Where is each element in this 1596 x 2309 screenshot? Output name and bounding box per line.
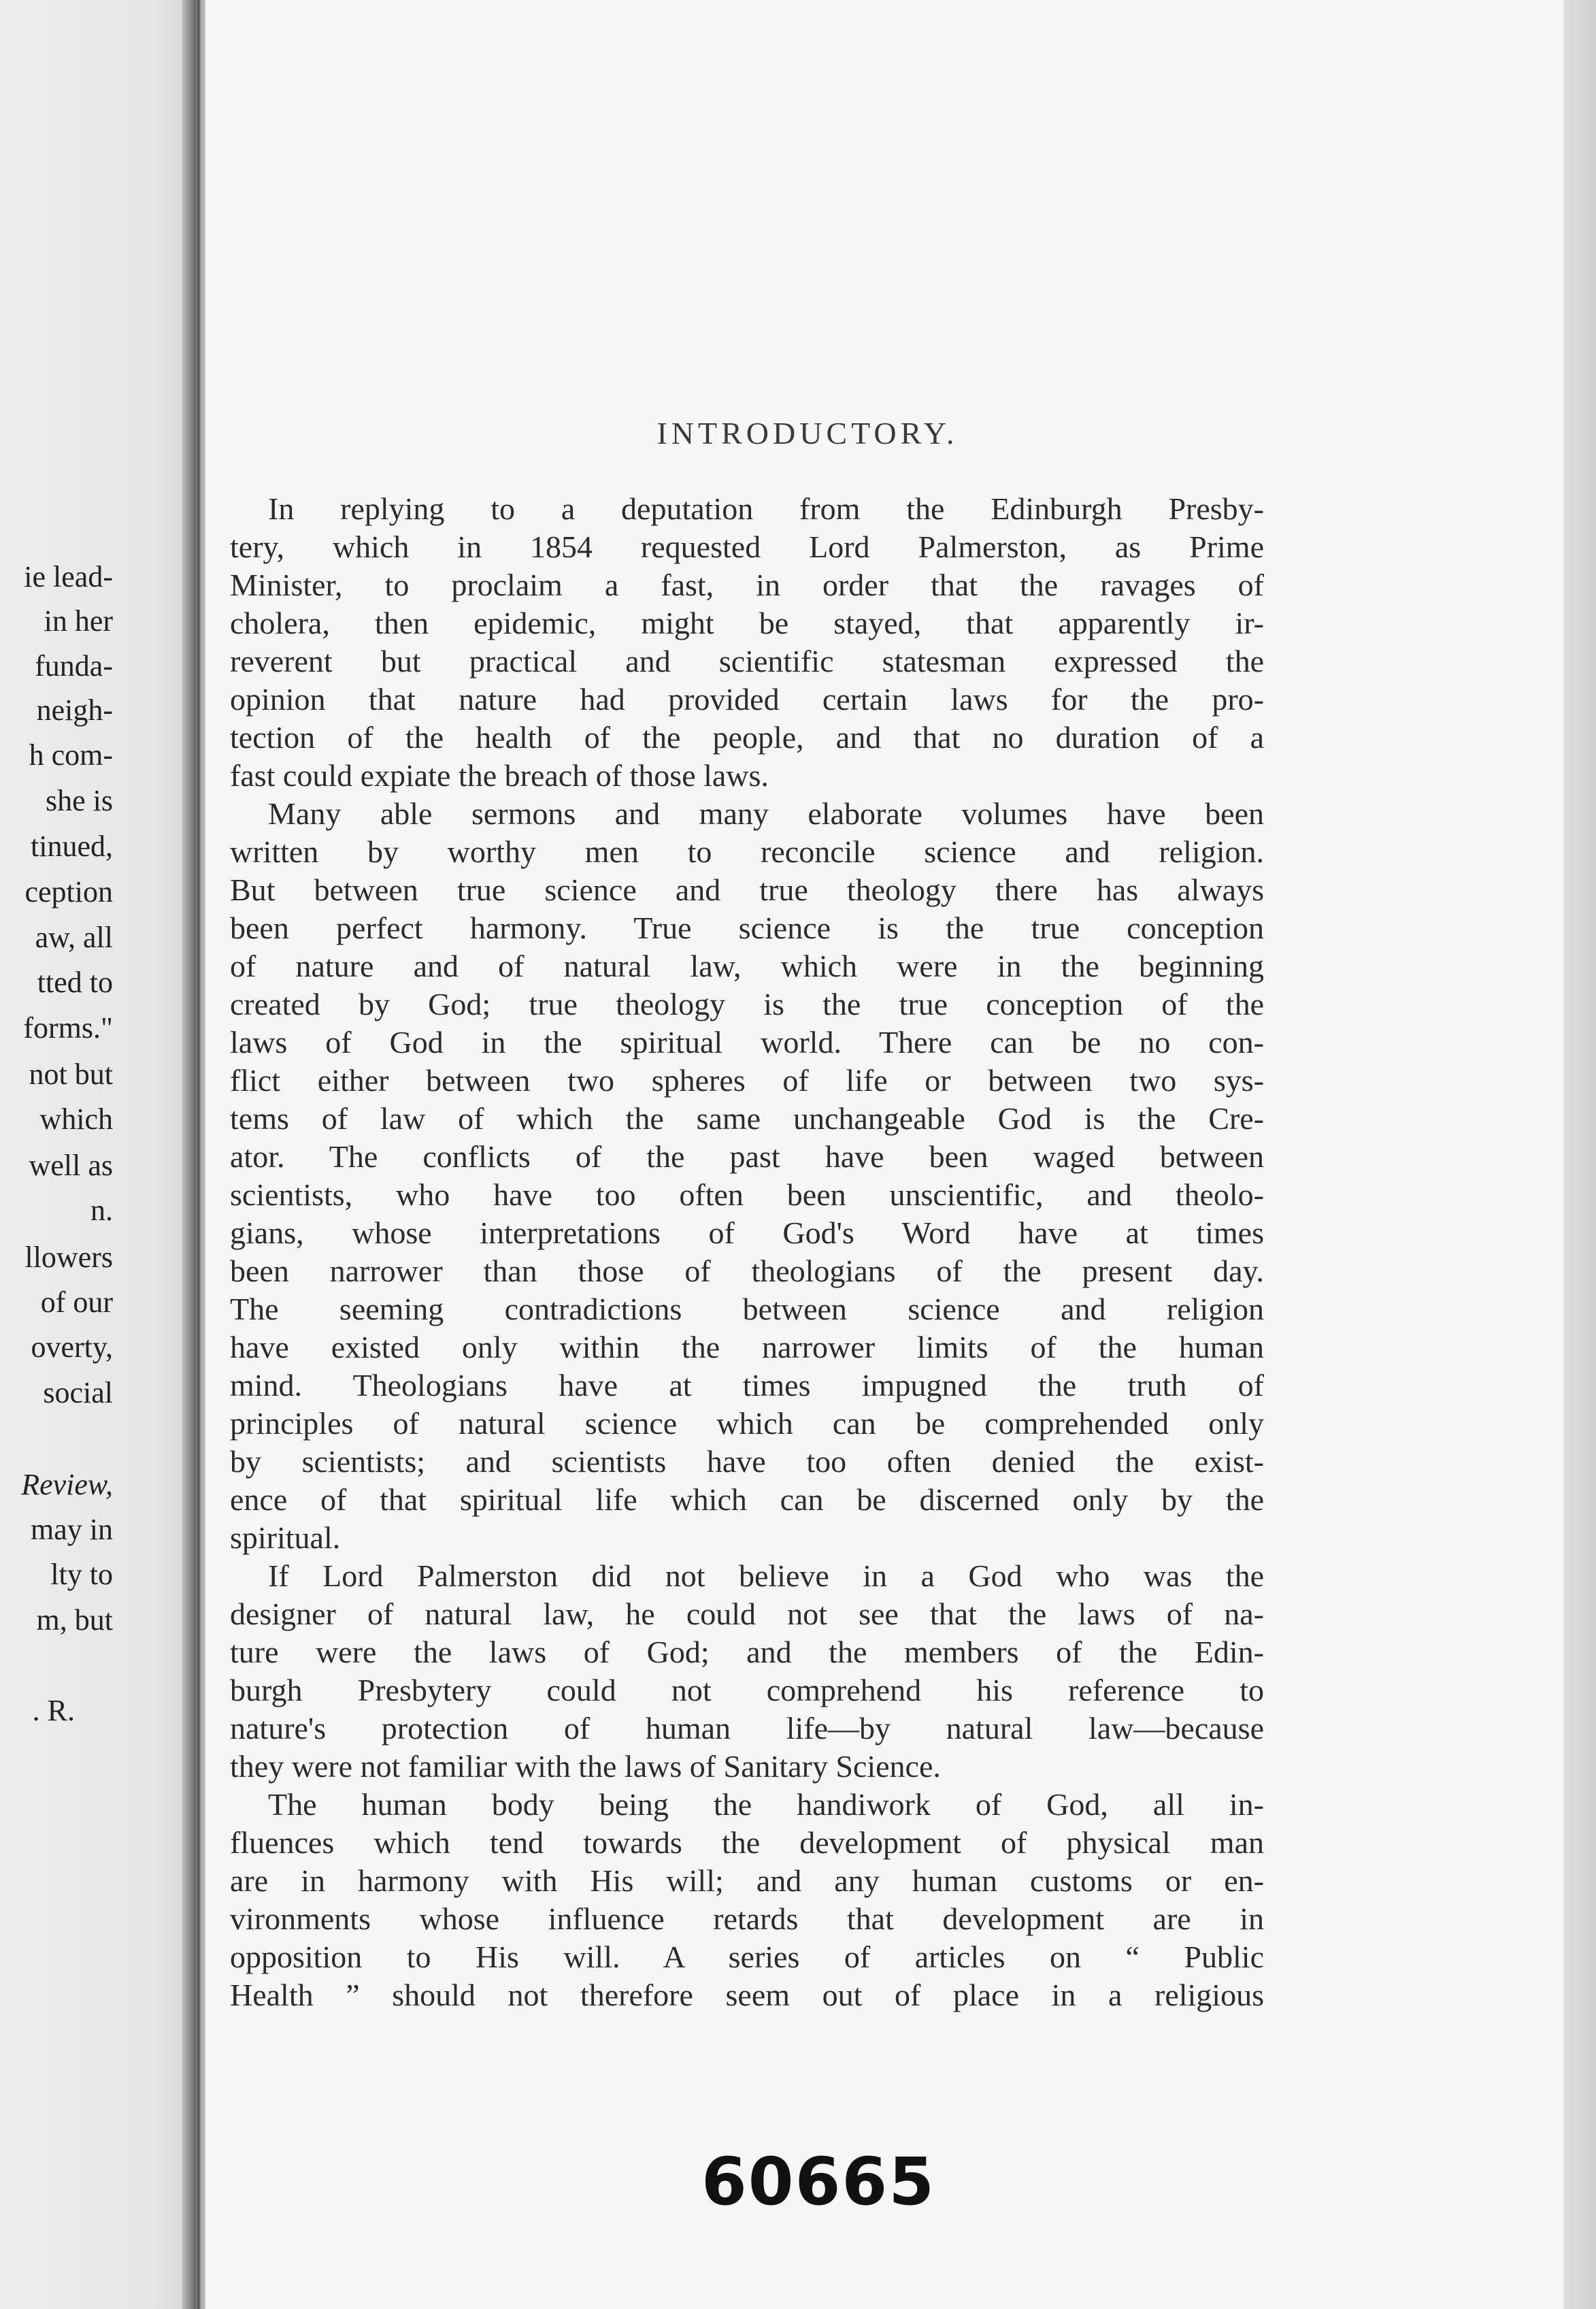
- page-edge: [1563, 0, 1596, 2309]
- text-line: gians, whose interpretations of God's Word have at times: [230, 1215, 1264, 1250]
- text-line: mind. Theologians have at times impugned the truth of: [230, 1368, 1264, 1403]
- text-line: been perfect harmony. True science is the true conception: [230, 911, 1264, 945]
- text-line: vironments whose influence retards that development are in: [230, 1901, 1264, 1936]
- text-line: written by worthy men to reconcile science and religion.: [230, 834, 1264, 869]
- text-line: scientists, who have too often been unscientific, and theolo-: [230, 1177, 1264, 1212]
- accession-number-stamp: 60665: [701, 2144, 935, 2220]
- text-line: opinion that nature had provided certain laws for the pro-: [230, 682, 1264, 717]
- gutter-shadow-line: [197, 0, 200, 2309]
- left-page-fragment: m, but: [36, 1603, 113, 1637]
- text-line: been narrower than those of theologians of the present day.: [230, 1254, 1264, 1288]
- left-page-fragment: ie lead-: [24, 560, 113, 593]
- left-page-fragment: social: [43, 1376, 113, 1409]
- text-line: The human body being the handiwork of God, all in-: [268, 1787, 1264, 1822]
- left-page-fragment: Review,: [21, 1468, 113, 1501]
- text-line: fast could expiate the breach of those laws.: [230, 758, 769, 793]
- left-facing-page: [0, 0, 189, 2309]
- text-line: principles of natural science which can be comprehended only: [230, 1406, 1264, 1441]
- text-line: are in harmony with His will; and any human customs or en-: [230, 1863, 1264, 1898]
- left-page-fragment: of our: [40, 1285, 113, 1319]
- text-line: ence of that spiritual life which can be discerned only by the: [230, 1482, 1264, 1517]
- left-page-fragment: well as: [29, 1149, 113, 1182]
- text-line: The seeming contradictions between science and religion: [230, 1292, 1264, 1326]
- left-page-fragment: she is: [46, 784, 113, 817]
- text-line: tems of law of which the same unchangeable God is the Cre-: [230, 1101, 1264, 1136]
- left-page-fragment: which: [39, 1102, 113, 1136]
- text-line: laws of God in the spiritual world. There can be no con-: [230, 1025, 1264, 1060]
- text-line: nature's protection of human life—by natural law—because: [230, 1711, 1264, 1746]
- text-line: tection of the health of the people, and that no duration of a: [230, 720, 1264, 755]
- text-line: opposition to His will. A series of articles on “ Public: [230, 1939, 1264, 1974]
- text-line: have existed only within the narrower limits of the human: [230, 1330, 1264, 1364]
- text-line: fluences which tend towards the development of physical man: [230, 1825, 1264, 1860]
- left-page-fragment: h com-: [29, 738, 113, 772]
- body-text: [230, 490, 1264, 2014]
- text-line: by scientists; and scientists have too often denied the exist-: [230, 1444, 1264, 1479]
- text-line: Many able sermons and many elaborate volumes have been: [268, 796, 1264, 831]
- text-line: reverent but practical and scientific statesman expressed the: [230, 644, 1264, 678]
- text-line: created by God; true theology is the true conception of the: [230, 987, 1264, 1021]
- left-page-fragment: funda-: [35, 649, 113, 683]
- chapter-heading: INTRODUCTORY.: [656, 416, 959, 451]
- left-page-fragment: tted to: [37, 966, 113, 999]
- left-page-fragment: ception: [24, 875, 113, 908]
- left-page-fragment: aw, all: [35, 921, 113, 954]
- text-line: they were not familiar with the laws of Sanitary Science.: [230, 1749, 941, 1784]
- left-page-fragment: n.: [90, 1194, 113, 1227]
- left-page-fragment: not but: [29, 1058, 113, 1091]
- left-page-fragment: forms.": [23, 1011, 113, 1045]
- text-line: of nature and of natural law, which were in the beginning: [230, 949, 1264, 983]
- text-line: But between true science and true theology there has always: [230, 872, 1264, 907]
- text-line: Health ” should not therefore seem out of place in a religious: [230, 1978, 1264, 2012]
- left-page-fragment: llowers: [24, 1241, 113, 1274]
- book-gutter: [182, 0, 205, 2309]
- left-page-fragment: . R.: [32, 1694, 75, 1727]
- text-line: spiritual.: [230, 1520, 341, 1555]
- text-line: designer of natural law, he could not see that the laws of na-: [230, 1596, 1264, 1631]
- left-page-fragment: neigh-: [36, 693, 113, 727]
- text-line: If Lord Palmerston did not believe in a God who was the: [268, 1558, 1264, 1593]
- left-page-fragment: may in: [31, 1513, 113, 1546]
- text-line: Minister, to proclaim a fast, in order that the ravages of: [230, 568, 1264, 602]
- left-page-fragment: overty,: [31, 1330, 113, 1364]
- text-line: In replying to a deputation from the Edinburgh Presby-: [268, 491, 1264, 526]
- text-line: ture were the laws of God; and the members of the Edin-: [230, 1635, 1264, 1669]
- left-page-fragment: in her: [44, 604, 113, 638]
- text-line: flict either between two spheres of life or between two sys-: [230, 1063, 1264, 1098]
- text-line: burgh Presbytery could not comprehend his reference to: [230, 1673, 1264, 1707]
- left-page-fragment: lty to: [50, 1558, 113, 1591]
- text-line: tery, which in 1854 requested Lord Palmerston, as Prime: [230, 529, 1264, 564]
- left-page-fragment: tinued,: [31, 830, 113, 863]
- text-line: ator. The conflicts of the past have been waged between: [230, 1139, 1264, 1174]
- text-line: cholera, then epidemic, might be stayed, that apparently ir-: [230, 606, 1264, 640]
